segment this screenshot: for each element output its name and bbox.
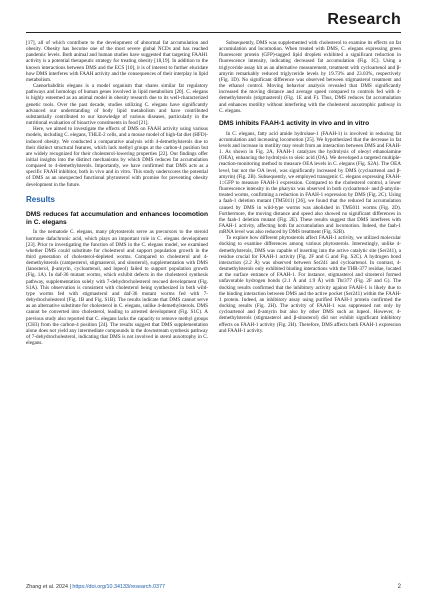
left-paragraph: Here, we aimed to investigate the effects of DMS on FAAH activity using various models, including C. elegans, THLE-2 cells, and a mouse model of high-fat diet (HFD)-induced obesity. We conducted a comparative analysis with 4-demethylsterols due to their distinct structural features, which lack methyl groups at the carbon-4 position but are widely recognized for their cholesterol-lowering properties [22]. Our findings offer initial insights into the distinct mechanisms by which DMS reduces fat accumulation compared to 4-demethylsterols. Importantly, we have confirmed that DMS acts as a specific FAAH inhibitor, both in vivo and in vitro. This study underscores the potential of DMS as an unexpected functional phytosterol with promise for preventing obesity development in the future.	[26, 126, 208, 188]
page-number: 2	[397, 584, 401, 590]
right-paragraph: In C. elegans, fatty acid amide hydrolase-1 (FAAH-1) is involved in reducing fat accumulation and increasing locomotion [25]. We hypothesized that the decrease in fat levels and increase in motility may result from an interaction between DMS and FAAH-1. As shown in Fig. 2A, FAAH-1 catalyzes the hydrolysis of oleoyl ethanolamine (OEA), enhancing the hydrolysis to oleic acid (OA). We developed a targeted multiple-reaction-monitoring method to measure OEA levels in C. elegans (Fig. S2A). The OEA level, but not the OA level, was significantly increased by DMS (cycloartenol and β-amyrin) (Fig. 2B). Subsequently, we employed transgenic C. elegans expressing FAAH-1::GFP to measure FAAH-1 expression. Compared to the cholesterol control, a lower fluorescence intensity in the pharynx was observed in both cycloartenol- and β-amyrin-treated worms, confirming a reduction in FAAH-1 expression by DMS (Fig. 2C). Using a faah-1 deletion mutant (TM5011) [26], we found that the reduced fat accumulation caused by DMS in wild-type worms was abolished in TM5011 worms (Fig. 2D). Furthermore, the moving distance and speed also showed no significant differences in the faah-1 deletion mutant (Fig. 2E). These results suggest that DMS interferes with FAAH-1 activity, affecting both fat accumulation and locomotion. Indeed, the faah-1 mRNA level was also reduced by DMS treatment (Fig. S2B).	[219, 130, 401, 236]
left-paragraph: [17], all of which contribute to the development of abnormal fat accumulation and obesity. Obesity has become one of the most severe global NCDs and has reached pandemic levels. Both animal and human studies have suggested that targeting FAAH1 activity is a potential therapeutic strategy for treating obesity [18,19]. In addition to the known interactions between DMS and the ECS [10], it is of interest to further elucidate how DMS interferes with FAAH activity and the consequences of their interplay in lipid metabolism.	[26, 40, 208, 83]
left-paragraph: In the nematode C. elegans, many phytosterols serve as precursors to the steroid hormone dafachronic acid, which plays an important role in C. elegans development [23]. Prior to investigating the function of DMS in the C. elegans model, we examined whether DMS could substitute for cholesterol and support population growth in the third generation of cholesterol-depleted worms. Compared to cholesterol and 4-demethylsterols (campesterol, stigmasterol, and sitosterol), supplementation with DMS (lanosterol, β-amyrin, cycloartenol, and lupeol) failed to support population growth (Fig. 1A). In daf-36 mutant worms, which exhibit defects in the cholesterol synthesis pathway, supplementation solely with 7-dehydrocholesterol rescued development (Fig. S1A). This observation is consistent with cholesterol being synthesized in both wild-type worms fed with stigmasterol and daf-36 mutant worms fed with 7-dehydrocholesterol (Fig. 1B and Fig. S1B). The results indicate that DMS cannot serve as an alternative substitute for cholesterol in C. elegans, unlike 4-demethylsterols. DMS cannot be converted into cholesterol, leading to arrested development (Fig. S1C). A previous study also reported that C. elegans lacks the capacity to remove methyl groups (CH3) from the carbon-4 position [24]. The results suggest that DMS supplementation alone does not yield any intermediate compounds in the downstream synthesis pathway of 7-dehydrocholesterol, indicating that DMS is not involved in sterol auxotrophy in C. elegans.	[26, 229, 208, 347]
page-header	[26, 6, 401, 33]
footer-citation	[26, 584, 165, 590]
section-heading: Results	[26, 194, 55, 204]
page-footer	[26, 584, 401, 593]
right-paragraph: Subsequently, DMS was supplemented with cholesterol to examine its effects on fat accumulation and locomotion. When treated with DMS, C. elegans expressing green fluorescent protein (GFP)-tagged lipid droplets exhibited a significant reduction in fluorescence intensity, indicating decreased fat accumulation (Fig. 1C). Using a triglyceride assay kit as an alternative measurement, treatment with cycloartenol and β-amyrin remarkably reduced triglyceride levels by 19.73% and 23.03%, respectively (Fig. 1D). No significant difference was observed between stigmasterol treatment and the ethanol control. Moving behavior analysis revealed that DMS significantly increased the moving distance and average speed compared to controls fed with 4-demethylsterols (stigmasterol) (Fig. 1E and F). Thus, DMS reduces fat accumulation and enhances motility without interfering with the cholesterol auxotrophic pathway in C. elegans.	[219, 40, 401, 114]
journal-name: Research	[327, 11, 401, 28]
subsection-heading: DMS inhibits FAAH-1 activity in vivo and in vitro	[219, 119, 370, 127]
left-paragraph: Caenorhabditis elegans is a model organism that shares similar fat regulatory pathways and homologs of human genes involved in lipid metabolism [20]. C. elegans is highly esteemed as an animal model in obesity research due to its well-characterized genetic tools. Over the past decade, studies utilizing C. elegans have significantly advanced our understanding of body lipid metabolism and have contributed substantially contributed to our knowledge of various diseases, particularly in the nutritional evaluation of bioactive constituents in food [21].	[26, 83, 208, 127]
left-column	[26, 40, 208, 572]
subsection-heading: DMS reduces fat accumulation and enhances locomotion in C. elegans	[26, 210, 208, 226]
right-column	[219, 40, 401, 572]
author-year: Zhang et al. 2024 |	[26, 584, 73, 590]
right-paragraph: To explore how different phytosterols affect FAAH-1 activity, we utilized molecular docking to examine differences among various phytosterols. Interestingly, unlike 4-demethylsterols, DMS was capable of inserting into the active catalytic site (Ser241), a residue crucial for FAAH-1 activity (Fig. 2F and G and Fig. S2C). A hydrogen bond interaction (2.2 Å) was observed between Ser241 and cycloartenol. In contrast, 4-desmethylsterols only exhibited binding interactions with the THR-377 residue, located at the surface entrance of FAAH-1. For instance, stigmasterol and sitosterol formed unfavorable hydrogen bonds (2.1 Å and 1.9 Å) with Thr377 (Fig. 2F and G). The docking results confirmed that the inhibitory activity against FAAH-1 is likely due to the binding interaction between DMS and the active pocket (Ser241) within the FAAH-1 protein. Indeed, an inhibitory assay using purified FAAH-1 protein confirmed the docking results (Fig. 2H). The activity of FAAH-1 was suppressed not only by cycloartenol and β-amyrin but also by other DMS such as lupeol. However, 4-demethylsterols (stigmasterol and β-sitosterol) did not exhibit significant inhibitory effects on FAAH-1 activity (Fig. 2H). Therefore, DMS affects both FAAH-1 expression and FAAH-1 activity.	[219, 235, 401, 334]
doi-link[interactable]: https://doi.org/10.34133/research.0377	[72, 584, 165, 590]
